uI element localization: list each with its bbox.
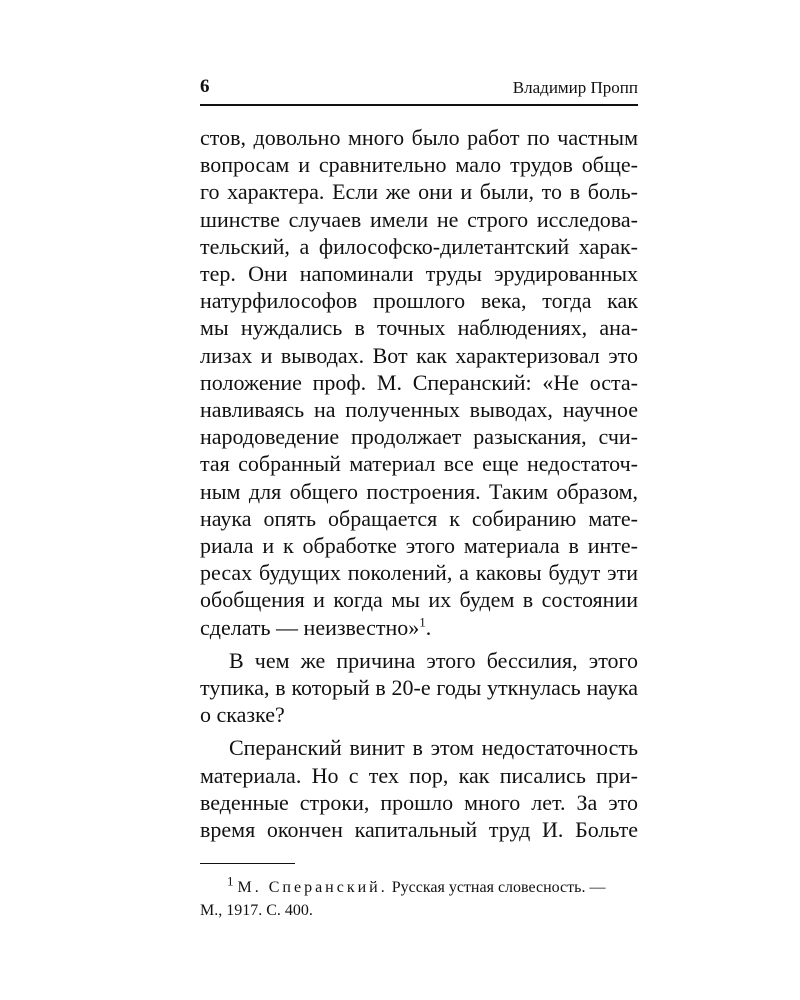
text-line: о сказке?	[200, 702, 285, 728]
text-line: В чем же причина этого бессилия, этого	[229, 647, 638, 673]
text-line: ресах будущих поколений, а каковы будут эти	[200, 560, 638, 586]
text-line: ным для общего построения. Таким образом,	[200, 478, 638, 504]
text-line: тупика, в который в 20-е годы уткнулась наука	[200, 675, 638, 701]
book-page	[200, 70, 638, 922]
text-line: мы нуждались в точных наблюдениях, ана-	[200, 315, 638, 341]
text-line: го характера. Если же они и были, то в боль-	[200, 179, 638, 205]
footnote-line: М., 1917. С. 400.	[200, 902, 313, 920]
text-line: шинстве случаев имели не строго исследова-	[200, 206, 638, 232]
paragraph-2	[200, 647, 638, 729]
text-line: положение проф. М. Сперанский: «Не оста-	[200, 369, 638, 395]
footnote-marker: 1	[227, 873, 234, 889]
text-line: лизах и выводах. Вот как характеризовал это	[200, 342, 638, 368]
text-line: наука опять обращается к собиранию мате-	[200, 505, 638, 531]
text-line: народоведение продолжает разыскания, счи-	[200, 424, 638, 450]
text-line: материала. Но с тех пор, как писались при-	[200, 762, 638, 788]
paragraph-1	[200, 124, 638, 641]
text-fragment: сделать — неизвестно»	[200, 614, 420, 640]
page-number: 6	[200, 76, 210, 97]
text-line	[200, 614, 638, 641]
footnote-rule	[200, 863, 295, 864]
text-line: веденные строки, прошло много лет. За это	[200, 789, 638, 815]
main-text	[200, 124, 638, 843]
running-head-author: Владимир Пропп	[512, 78, 638, 97]
footnote	[200, 873, 638, 922]
text-line: вопросам и сравнительно мало трудов обще-	[200, 152, 638, 178]
text-line: время окончен капитальный труд И. Больте	[200, 817, 638, 843]
footnote-reference[interactable]: 1	[419, 614, 426, 630]
footnote-title: Русская устная словесность. —	[391, 879, 606, 897]
paragraph-3	[200, 734, 638, 843]
footnote-author: М. Сперанский.	[237, 879, 388, 897]
text-fragment: .	[425, 614, 432, 640]
text-line: обобщения и когда мы их будем в состоянии	[200, 587, 638, 613]
text-line: тер. Они напоминали труды эрудированных	[200, 261, 638, 287]
footnote-line	[200, 873, 638, 899]
text-line: тая собранный материал все еще недостаточ-	[200, 451, 638, 477]
text-line: риала и к обработке этого материала в инте-	[200, 533, 638, 559]
running-head	[200, 70, 638, 98]
text-line: стов, довольно много было работ по частным	[200, 125, 638, 150]
text-line: навливаясь на полученных выводах, научное	[200, 397, 638, 423]
text-line: тельский, а философско-дилетантский харак-	[200, 233, 638, 259]
header-rule	[200, 104, 638, 106]
text-line: Сперанский винит в этом недостаточность	[229, 735, 638, 761]
text-line: натурфилософов прошлого века, тогда как	[200, 288, 638, 314]
